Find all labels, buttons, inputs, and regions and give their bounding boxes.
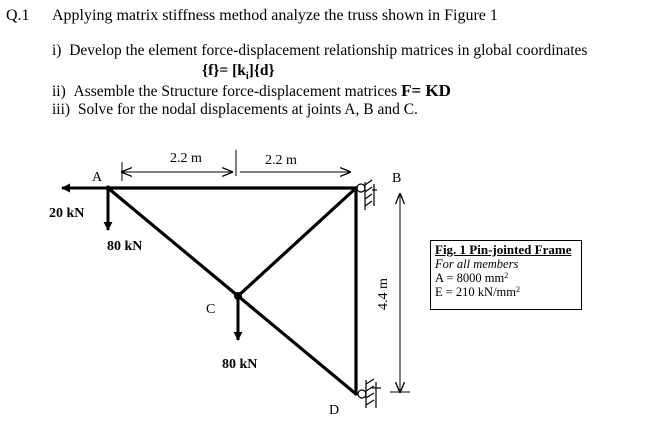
- support-d: [358, 379, 381, 408]
- item-3-label: iii): [52, 101, 71, 118]
- dim-right-label: 2.2 m: [265, 153, 297, 168]
- load-a-vertical-label: 80 kN: [107, 239, 143, 254]
- member-bc: [238, 188, 356, 296]
- element-equation-sub: i: [245, 71, 249, 83]
- item-2-label: ii): [52, 83, 66, 100]
- figure-caption-title: Fig. 1 Pin-jointed Frame: [435, 242, 572, 257]
- element-equation-end: ]{d}: [248, 62, 275, 79]
- joint-c-label: C: [206, 302, 216, 317]
- load-horizontal-label: 20 kN: [49, 206, 85, 221]
- figure-caption-modulus: [435, 285, 581, 299]
- area-text: A = 8000 mm: [435, 271, 505, 285]
- item-2-text: Assemble the Structure force-displacement matrices: [73, 83, 398, 100]
- item-3-text: Solve for the nodal displacements at joints A, B and C.: [77, 101, 418, 118]
- figure-caption-box: [430, 240, 582, 310]
- structure-equation: F= KD: [401, 81, 451, 100]
- joint-b-label: B: [392, 171, 402, 186]
- dim-left-label: 2.2 m: [170, 151, 202, 166]
- modulus-text: E = 210 kN/mm: [435, 285, 517, 299]
- joint-a-label: A: [92, 170, 103, 185]
- question-number: Q.1: [6, 7, 30, 24]
- item-1-label: i): [52, 42, 62, 59]
- element-equation-main: {f}= [k: [202, 62, 246, 79]
- item-1-text: Develop the element force-displacement relationship matrices in global coordinates: [69, 42, 588, 59]
- support-b: [357, 180, 377, 210]
- load-c-vertical-label: 80 kN: [222, 357, 258, 372]
- dimension-vertical: [390, 194, 410, 392]
- joint-d-label: D: [329, 403, 340, 418]
- question-text: Applying matrix stiffness method analyze the truss shown in Figure 1: [52, 7, 498, 24]
- figure-caption-subtitle: For all members: [435, 257, 519, 271]
- member-cd: [238, 296, 356, 394]
- modulus-sup: 2: [516, 285, 521, 294]
- dimension-horizontal: [122, 150, 350, 181]
- figure-caption-area: [435, 271, 581, 285]
- dim-height-label: 4.4 m: [376, 278, 391, 310]
- area-sup: 2: [504, 271, 509, 280]
